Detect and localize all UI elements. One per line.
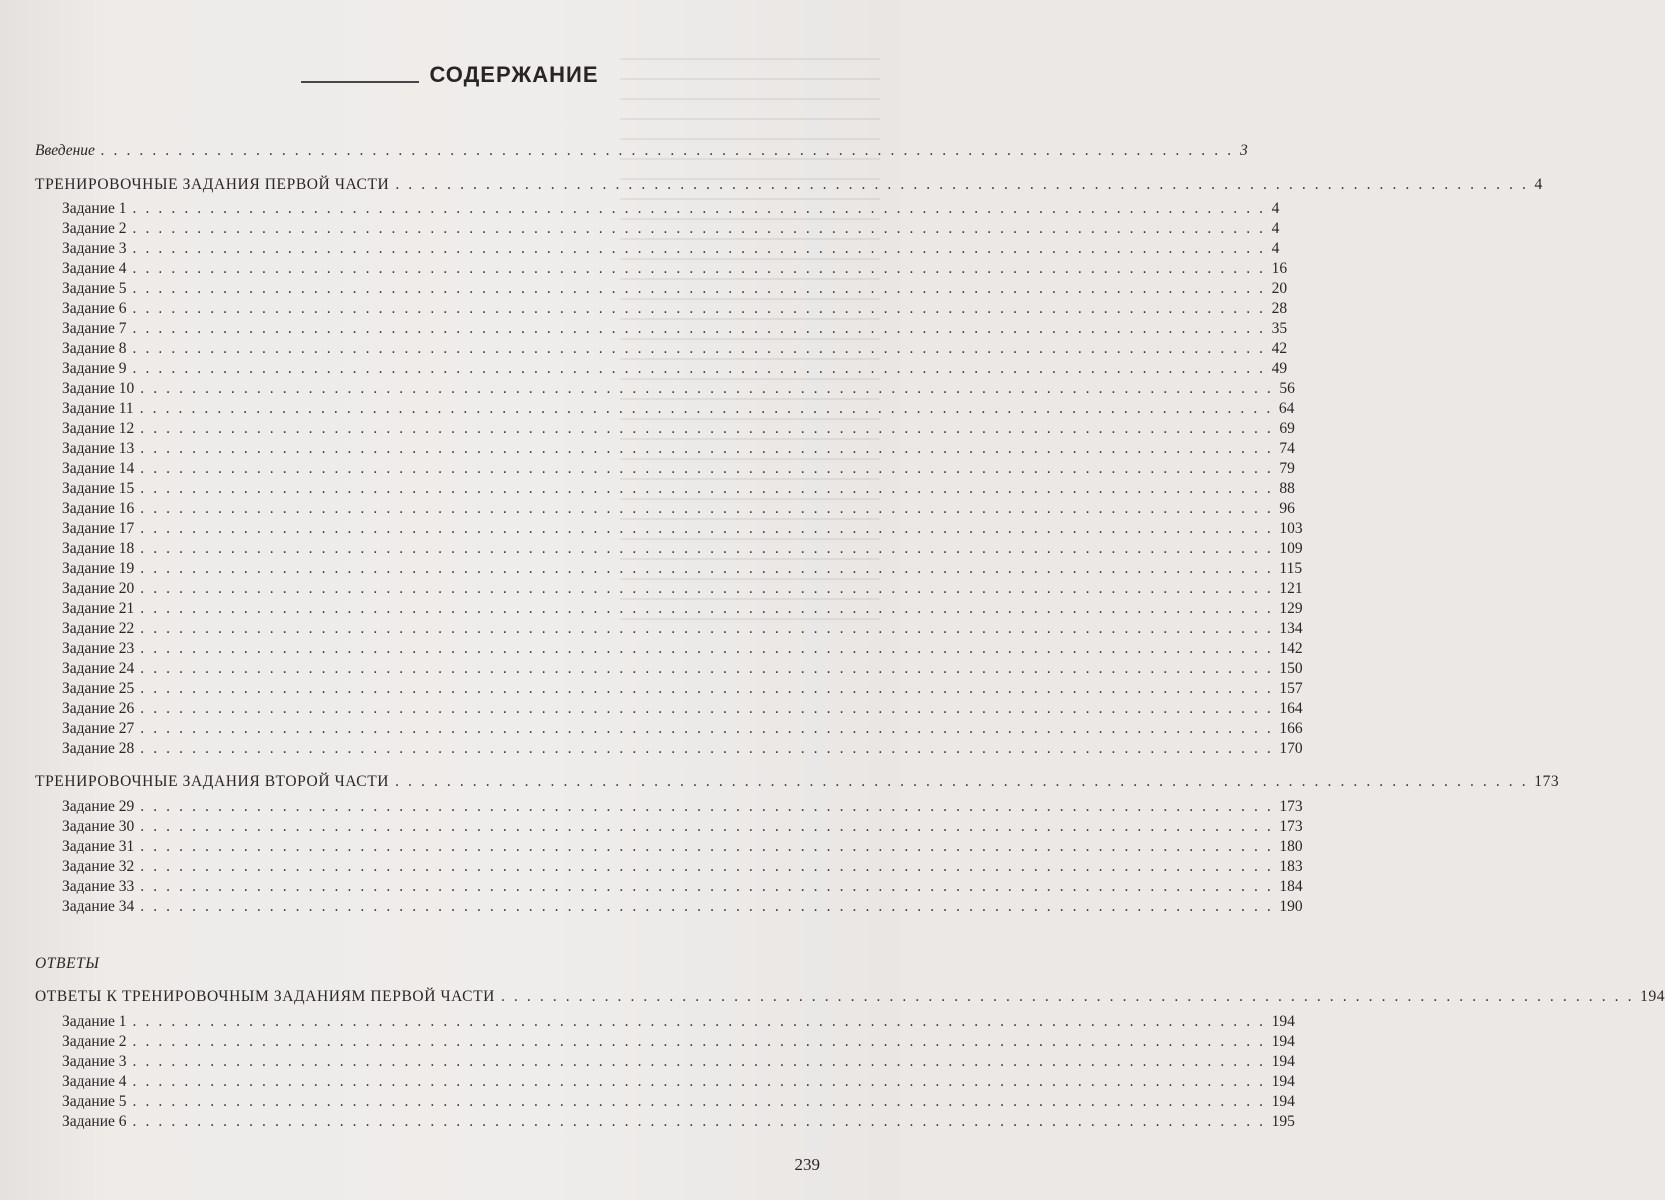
toc-entry (62, 560, 1303, 580)
title-rule (301, 81, 419, 83)
toc-entry-page: 183 (1279, 858, 1303, 875)
title-row (0, 62, 900, 88)
toc-entry-label: Задание 30 (62, 818, 135, 835)
toc-entry (62, 340, 1288, 360)
toc-entry (62, 1053, 1295, 1073)
toc-entry-page: 166 (1279, 720, 1303, 737)
toc-entry (62, 818, 1303, 838)
toc-entry (62, 700, 1303, 720)
toc-entry-label: Задание 14 (62, 460, 135, 477)
page-number: 239 (794, 1155, 820, 1174)
dot-leader: . . . . . . . . . . . . . . . . . . . . . . . . . . . . . . . . . . . . . . . . . . . . . . . . . . . . . . . . . . . . . . . . . . . . . . . . . . . . . . . . . . . . . . . . (140, 838, 1274, 855)
toc-entry (62, 740, 1303, 760)
toc-entry (62, 540, 1303, 560)
toc-entry-label: Задание 16 (62, 500, 135, 517)
toc-entry-page: 4 (1534, 176, 1543, 193)
dot-leader: . . . . . . . . . . . . . . . . . . . . . . . . . . . . . . . . . . . . . . . . . . . . . . . . . . . . . . . . . . . . . . . . . . . . . . . . . . . . . . . . . . . . . . . . (140, 878, 1274, 895)
toc-entry-label: Задание 13 (62, 440, 135, 457)
toc-entry-label: Задание 20 (62, 580, 135, 597)
dot-leader: . . . . . . . . . . . . . . . . . . . . . . . . . . . . . . . . . . . . . . . . . . . . . . . . . . . . . . . . . . . . . . . . . . . . . . . . . . . . . . . . . . . . . . . . (140, 620, 1274, 637)
dot-leader: . . . . . . . . . . . . . . . . . . . . . . . . . . . . . . . . . . . . . . . . . . . . . . . . . . . . . . . . . . . . . . . . . . . . . . . . . . . . . . . . . . . . . . . . (132, 1073, 1266, 1090)
dot-leader: . . . . . . . . . . . . . . . . . . . . . . . . . . . . . . . . . . . . . . . . . . . . . . . . . . . . . . . . . . . . . . . . . . . . . . . . . . . . . . . . . . . . . . . . (140, 818, 1274, 835)
dot-leader: . . . . . . . . . . . . . . . . . . . . . . . . . . . . . . . . . . . . . . . . . . . . . . . . . . . . . . . . . . . . . . . . . . . . . . . . . . . . . . . . . . . . . . . . (140, 700, 1274, 717)
dot-leader: . . . . . . . . . . . . . . . . . . . . . . . . . . . . . . . . . . . . . . . . . . . . . . . . . . . . . . . . . . . . . . . . . . . . . . . . . . . . . . . . . . . . . . . . (140, 480, 1274, 497)
toc-entry-label: Задание 6 (62, 300, 127, 317)
dot-leader: . . . . . . . . . . . . . . . . . . . . . . . . . . . . . . . . . . . . . . . . . . . . . . . . . . . . . . . . . . . . . . . . . . . . . . . . . . . . . . . . . . . . . . . . (140, 680, 1274, 697)
toc-entry (62, 798, 1303, 818)
dot-leader: . . . . . . . . . . . . . . . . . . . . . . . . . . . . . . . . . . . . . . . . . . . . . . . . . . . . . . . . . . . . . . . . . . . . . . . . . . . . . . . . . . . . . . . . (140, 560, 1274, 577)
dot-leader: . . . . . . . . . . . . . . . . . . . . . . . . . . . . . . . . . . . . . . . . . . . . . . . . . . . . . . . . . . . . . . . . . . . . . . . . . . . . . . . . . . . . . . . . (140, 798, 1274, 815)
toc-section-heading (35, 176, 1543, 196)
toc-entry-label: Задание 2 (62, 220, 127, 237)
toc-entry-page: 109 (1279, 540, 1303, 557)
dot-leader: . . . . . . . . . . . . . . . . . . . . . . . . . . . . . . . . . . . . . . . . . . . . . . . . . . . . . . . . . . . . . . . . . . . . . . . . . . . . . . . . . . . . . . . . (500, 988, 1635, 1005)
toc-entry-page: 74 (1279, 440, 1295, 457)
toc-entry-page: 190 (1279, 898, 1303, 915)
toc-entry-page: 142 (1279, 640, 1303, 657)
toc-entry-page: 129 (1279, 600, 1303, 617)
toc-entry-label: Задание 8 (62, 340, 127, 357)
toc-entry (62, 838, 1303, 858)
dot-leader: . . . . . . . . . . . . . . . . . . . . . . . . . . . . . . . . . . . . . . . . . . . . . . . . . . . . . . . . . . . . . . . . . . . . . . . . . . . . . . . . . . . . . . . . (140, 580, 1274, 597)
toc-entry (62, 898, 1303, 918)
toc-entry-label: Задание 31 (62, 838, 135, 855)
toc-entry-page: 157 (1279, 680, 1303, 697)
toc-entry (62, 220, 1280, 240)
toc-entry-page: 121 (1279, 580, 1303, 597)
toc-entry (62, 680, 1303, 700)
toc-entry-page: 4 (1271, 240, 1280, 257)
toc-entry (62, 660, 1303, 680)
dot-leader: . . . . . . . . . . . . . . . . . . . . . . . . . . . . . . . . . . . . . . . . . . . . . . . . . . . . . . . . . . . . . . . . . . . . . . . . . . . . . . . . . . . . . . . . (139, 400, 1273, 417)
toc-entry-label: Задание 11 (62, 400, 134, 417)
dot-leader: . . . . . . . . . . . . . . . . . . . . . . . . . . . . . . . . . . . . . . . . . . . . . . . . . . . . . . . . . . . . . . . . . . . . . . . . . . . . . . . . . . . . . . . . (132, 1093, 1266, 1110)
dot-leader: . . . . . . . . . . . . . . . . . . . . . . . . . . . . . . . . . . . . . . . . . . . . . . . . . . . . . . . . . . . . . . . . . . . . . . . . . . . . . . . . . . . . . . . . (132, 1013, 1266, 1030)
toc-entry-label: Задание 28 (62, 740, 135, 757)
toc-entry-page: 28 (1271, 300, 1288, 317)
toc-entry-label: Задание 33 (62, 878, 135, 895)
toc-entry (62, 1073, 1295, 1093)
toc-entry (62, 1013, 1295, 1033)
toc-entry (62, 380, 1295, 400)
toc-entry-page: 69 (1279, 420, 1295, 437)
toc-entry (62, 600, 1303, 620)
toc-entry (62, 240, 1280, 260)
toc-entry-label: Задание 4 (62, 1073, 127, 1090)
dot-leader: . . . . . . . . . . . . . . . . . . . . . . . . . . . . . . . . . . . . . . . . . . . . . . . . . . . . . . . . . . . . . . . . . . . . . . . . . . . . . . . . . . . . . . . . (140, 720, 1274, 737)
toc-entry-page: 194 (1271, 1093, 1295, 1110)
toc-entry (62, 360, 1288, 380)
dot-leader: . . . . . . . . . . . . . . . . . . . . . . . . . . . . . . . . . . . . . . . . . . . . . . . . . . . . . . . . . . . . . . . . . . . . . . . . . . . . . . . . . . . . . . . . (140, 420, 1274, 437)
toc-entry (62, 520, 1303, 540)
toc-entry-page: 184 (1279, 878, 1303, 895)
dot-leader: . . . . . . . . . . . . . . . . . . . . . . . . . . . . . . . . . . . . . . . . . . . . . . . . . . . . . . . . . . . . . . . . . . . . . . . . . . . . . . . . . . . . . . . . (132, 200, 1266, 217)
dot-leader: . . . . . . . . . . . . . . . . . . . . . . . . . . . . . . . . . . . . . . . . . . . . . . . . . . . . . . . . . . . . . . . . . . . . . . . . . . . . . . . . . . . . . . . . (140, 740, 1274, 757)
toc-entry (62, 200, 1280, 220)
toc-entry-label: Задание 21 (62, 600, 135, 617)
toc-entry-page: 195 (1271, 1113, 1295, 1130)
toc-entry-label: Задание 25 (62, 680, 135, 697)
toc-entry-page: 180 (1279, 838, 1303, 855)
toc-entry-label: Задание 6 (62, 1113, 127, 1130)
toc-entry (62, 858, 1303, 878)
toc-entry-page: 194 (1271, 1073, 1295, 1090)
toc-entry-page: 3 (1240, 142, 1248, 159)
toc-entry-label: Задание 5 (62, 280, 127, 297)
dot-leader: . . . . . . . . . . . . . . . . . . . . . . . . . . . . . . . . . . . . . . . . . . . . . . . . . . . . . . . . . . . . . . . . . . . . . . . . . . . . . . . . . . . . . . . . (132, 280, 1266, 297)
dot-leader: . . . . . . . . . . . . . . . . . . . . . . . . . . . . . . . . . . . . . . . . . . . . . . . . . . . . . . . . . . . . . . . . . . . . . . . . . . . . . . . . . . . . . . . . (132, 1113, 1266, 1130)
toc-entry-page: 134 (1279, 620, 1303, 637)
toc-entry-page: 194 (1271, 1053, 1295, 1070)
dot-leader: . . . . . . . . . . . . . . . . . . . . . . . . . . . . . . . . . . . . . . . . . . . . . . . . . . . . . . . . . . . . . . . . . . . . . . . . . . . . . . . . . . . . . . . . (140, 898, 1274, 915)
dot-leader: . . . . . . . . . . . . . . . . . . . . . . . . . . . . . . . . . . . . . . . . . . . . . . . . . . . . . . . . . . . . . . . . . . . . . . . . . . . . . . . . . . . . . . . . (395, 773, 1529, 790)
toc-entry-page: 194 (1271, 1033, 1295, 1050)
toc-entry (62, 640, 1303, 660)
toc-entry (62, 300, 1288, 320)
toc-entry (62, 500, 1295, 520)
dot-leader: . . . . . . . . . . . . . . . . . . . . . . . . . . . . . . . . . . . . . . . . . . . . . . . . . . . . . . . . . . . . . . . . . . . . . . . . . . . . . . . . . . . . . . . . (132, 220, 1266, 237)
dot-leader: . . . . . . . . . . . . . . . . . . . . . . . . . . . . . . . . . . . . . . . . . . . . . . . . . . . . . . . . . . . . . . . . . . . . . . . . . . . . . . . . . . . . . . . . (140, 460, 1274, 477)
toc-entry-label: Задание 15 (62, 480, 135, 497)
dot-leader: . . . . . . . . . . . . . . . . . . . . . . . . . . . . . . . . . . . . . . . . . . . . . . . . . . . . . . . . . . . . . . . . . . . . . . . . . . . . . . . . . . . . . . . . (132, 1053, 1266, 1070)
toc-entry-page: 173 (1279, 798, 1303, 815)
toc-entry (62, 460, 1295, 480)
toc-entry-label: Задание 2 (62, 1033, 127, 1050)
dot-leader: . . . . . . . . . . . . . . . . . . . . . . . . . . . . . . . . . . . . . . . . . . . . . . . . . . . . . . . . . . . . . . . . . . . . . . . . . . . . . . . . . . . . . . . . (140, 500, 1274, 517)
toc-entry-page: 164 (1279, 700, 1303, 717)
dot-leader: . . . . . . . . . . . . . . . . . . . . . . . . . . . . . . . . . . . . . . . . . . . . . . . . . . . . . . . . . . . . . . . . . . . . . . . . . . . . . . . . . . . . . . . . (132, 260, 1266, 277)
toc-entry (62, 260, 1288, 280)
toc-entry (62, 400, 1295, 420)
dot-leader: . . . . . . . . . . . . . . . . . . . . . . . . . . . . . . . . . . . . . . . . . . . . . . . . . . . . . . . . . . . . . . . . . . . . . . . . . . . . . . . . . . . . . . . . (140, 640, 1274, 657)
toc-entry-label: Задание 1 (62, 1013, 127, 1030)
toc-entry-label: Задание 17 (62, 520, 135, 537)
toc-entry-page: 103 (1279, 520, 1303, 537)
answers-heading: ОТВЕТЫ (35, 955, 100, 972)
toc-entry (62, 1093, 1295, 1113)
toc-entry-page: 4 (1271, 200, 1280, 217)
page-title: СОДЕРЖАНИЕ (429, 62, 599, 87)
dot-leader: . . . . . . . . . . . . . . . . . . . . . . . . . . . . . . . . . . . . . . . . . . . . . . . . . . . . . . . . . . . . . . . . . . . . . . . . . . . . . . . . . . . . . . . . (100, 142, 1235, 159)
toc-entry-label: Задание 23 (62, 640, 135, 657)
toc-entry-label: Задание 27 (62, 720, 135, 737)
toc-entry-label: Задание 34 (62, 898, 135, 915)
toc-entry-page: 35 (1271, 320, 1288, 337)
toc-entry-label: ТРЕНИРОВОЧНЫЕ ЗАДАНИЯ ВТОРОЙ ЧАСТИ (35, 773, 390, 790)
toc-entry-label: Задание 24 (62, 660, 135, 677)
toc-entry-label: Задание 5 (62, 1093, 127, 1110)
toc-entry-page: 170 (1279, 740, 1303, 757)
toc-entry (62, 878, 1303, 898)
toc-entry-page: 88 (1279, 480, 1295, 497)
dot-leader: . . . . . . . . . . . . . . . . . . . . . . . . . . . . . . . . . . . . . . . . . . . . . . . . . . . . . . . . . . . . . . . . . . . . . . . . . . . . . . . . . . . . . . . . (140, 380, 1274, 397)
dot-leader: . . . . . . . . . . . . . . . . . . . . . . . . . . . . . . . . . . . . . . . . . . . . . . . . . . . . . . . . . . . . . . . . . . . . . . . . . . . . . . . . . . . . . . . . (132, 320, 1266, 337)
toc-entry-page: 49 (1271, 360, 1288, 377)
dot-leader: . . . . . . . . . . . . . . . . . . . . . . . . . . . . . . . . . . . . . . . . . . . . . . . . . . . . . . . . . . . . . . . . . . . . . . . . . . . . . . . . . . . . . . . . (140, 440, 1274, 457)
toc-entry-label: Задание 1 (62, 200, 127, 217)
toc-entry (62, 280, 1288, 300)
dot-leader: . . . . . . . . . . . . . . . . . . . . . . . . . . . . . . . . . . . . . . . . . . . . . . . . . . . . . . . . . . . . . . . . . . . . . . . . . . . . . . . . . . . . . . . . (132, 300, 1266, 317)
toc-entry (62, 320, 1288, 340)
toc-entry-page: 194 (1271, 1013, 1295, 1030)
toc-entry-label: Задание 10 (62, 380, 135, 397)
dot-leader: . . . . . . . . . . . . . . . . . . . . . . . . . . . . . . . . . . . . . . . . . . . . . . . . . . . . . . . . . . . . . . . . . . . . . . . . . . . . . . . . . . . . . . . . (140, 660, 1274, 677)
toc-entry-page: 42 (1271, 340, 1288, 357)
toc-entry (62, 620, 1303, 640)
toc-entry-page: 79 (1279, 460, 1295, 477)
toc-entry-label: Задание 9 (62, 360, 127, 377)
toc-entry-label: Задание 3 (62, 240, 127, 257)
toc-entry (62, 1113, 1295, 1133)
toc-entry-page: 20 (1271, 280, 1288, 297)
dot-leader: . . . . . . . . . . . . . . . . . . . . . . . . . . . . . . . . . . . . . . . . . . . . . . . . . . . . . . . . . . . . . . . . . . . . . . . . . . . . . . . . . . . . . . . . (132, 360, 1266, 377)
toc-entry-label: Задание 26 (62, 700, 135, 717)
dot-leader: . . . . . . . . . . . . . . . . . . . . . . . . . . . . . . . . . . . . . . . . . . . . . . . . . . . . . . . . . . . . . . . . . . . . . . . . . . . . . . . . . . . . . . . . (132, 340, 1266, 357)
toc-entry-page: 16 (1271, 260, 1288, 277)
toc-entry-page: 115 (1279, 560, 1303, 577)
toc-entry-label: Задание 32 (62, 858, 135, 875)
toc-entry (62, 440, 1295, 460)
dot-leader: . . . . . . . . . . . . . . . . . . . . . . . . . . . . . . . . . . . . . . . . . . . . . . . . . . . . . . . . . . . . . . . . . . . . . . . . . . . . . . . . . . . . . . . . (395, 176, 1529, 193)
toc-entry (62, 580, 1303, 600)
toc-entry (62, 480, 1295, 500)
toc-entry-label: Задание 29 (62, 798, 135, 815)
toc-entry-label: Задание 3 (62, 1053, 127, 1070)
toc-entry-page: 64 (1278, 400, 1295, 417)
toc-entry-page: 56 (1279, 380, 1295, 397)
toc-entry-label: Задание 18 (62, 540, 135, 557)
toc-entry-page: 96 (1279, 500, 1295, 517)
toc-entry-label: Введение (35, 142, 95, 159)
toc-entry (62, 1033, 1295, 1053)
toc-entry-page: 194 (1640, 988, 1665, 1005)
dot-leader: . . . . . . . . . . . . . . . . . . . . . . . . . . . . . . . . . . . . . . . . . . . . . . . . . . . . . . . . . . . . . . . . . . . . . . . . . . . . . . . . . . . . . . . . (140, 600, 1274, 617)
toc-entry-page: 4 (1271, 220, 1280, 237)
dot-leader: . . . . . . . . . . . . . . . . . . . . . . . . . . . . . . . . . . . . . . . . . . . . . . . . . . . . . . . . . . . . . . . . . . . . . . . . . . . . . . . . . . . . . . . . (132, 1033, 1266, 1050)
dot-leader: . . . . . . . . . . . . . . . . . . . . . . . . . . . . . . . . . . . . . . . . . . . . . . . . . . . . . . . . . . . . . . . . . . . . . . . . . . . . . . . . . . . . . . . . (140, 858, 1274, 875)
toc-entry-page: 150 (1279, 660, 1303, 677)
toc-entry-label: Задание 4 (62, 260, 127, 277)
dot-leader: . . . . . . . . . . . . . . . . . . . . . . . . . . . . . . . . . . . . . . . . . . . . . . . . . . . . . . . . . . . . . . . . . . . . . . . . . . . . . . . . . . . . . . . . (140, 520, 1274, 537)
toc-entry-page: 173 (1279, 818, 1303, 835)
dot-leader: . . . . . . . . . . . . . . . . . . . . . . . . . . . . . . . . . . . . . . . . . . . . . . . . . . . . . . . . . . . . . . . . . . . . . . . . . . . . . . . . . . . . . . . . (140, 540, 1274, 557)
toc-entry-intro (35, 142, 1248, 162)
toc-section-heading (35, 988, 1665, 1008)
toc-section-heading (35, 773, 1560, 793)
toc-entry (62, 420, 1295, 440)
toc-entry-label: Задание 12 (62, 420, 135, 437)
dot-leader: . . . . . . . . . . . . . . . . . . . . . . . . . . . . . . . . . . . . . . . . . . . . . . . . . . . . . . . . . . . . . . . . . . . . . . . . . . . . . . . . . . . . . . . . (132, 240, 1266, 257)
toc-entry (62, 720, 1303, 740)
toc-entry-label: ОТВЕТЫ К ТРЕНИРОВОЧНЫМ ЗАДАНИЯМ ПЕРВОЙ ЧАСТИ (35, 988, 495, 1005)
toc-entry-label: Задание 7 (62, 320, 127, 337)
toc-entry-label: Задание 22 (62, 620, 135, 637)
toc-entry-label: ТРЕНИРОВОЧНЫЕ ЗАДАНИЯ ПЕРВОЙ ЧАСТИ (35, 176, 390, 193)
toc-entry-page: 173 (1534, 773, 1560, 790)
toc-entry-label: Задание 19 (62, 560, 135, 577)
